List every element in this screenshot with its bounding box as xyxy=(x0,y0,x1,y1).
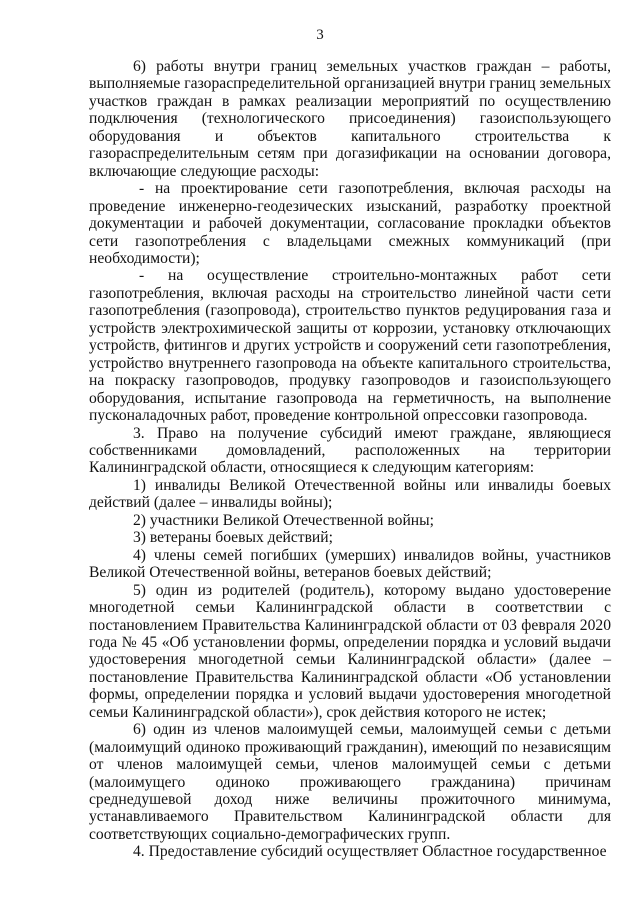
paragraph-works-within-land-plots: 6) работы внутри границ земельных участков граждан – работы, выполняемые газораспределительной организацией внутри границ земельных участков граждан в рамках реализации мероприятий по осуществлению подключения (технологического присоединения) газоиспользующего оборудования и объектов капитального строительства к газораспределительным сетям при догазификации на основании договора, включающие следующие расходы: xyxy=(89,58,611,180)
paragraph-subsidy-provision: 4. Предоставление субсидий осуществляет Областное государственное xyxy=(133,843,607,861)
list-item-war-participants: 2) участники Великой Отечественной войны; xyxy=(133,511,434,529)
page-number: 3 xyxy=(316,27,324,43)
list-item-war-invalids: 1) инвалиды Великой Отечественной войны или инвалиды боевых действий (далее – инвалиды войны); xyxy=(89,476,611,512)
list-item-large-family-parent: 5) один из родителей (родитель), которому выдано удостоверение многодетной семьи Калининградской области в соответствии с постановлением Правительства Калининградской области от 03 февраля 2020 года № 45 «Об установлении формы, определении порядка и условий выдачи удостоверения многодетной семьи Калининградской области» (далее – постановление Правительства Калининградской области «Об установлении формы, определении порядка и условий выдачи удостоверения многодетной семьи Калининградской области»), срок действия которого не истек; xyxy=(89,581,611,721)
document-body xyxy=(89,58,611,861)
paragraph-design-expenses: - на проектирование сети газопотребления, включая расходы на проведение инженерно-геодезических изысканий, разработку проектной документации и рабочей документации, согласование прокладки объектов сети газопотребления с владельцами смежных коммуникаций (при необходимости); xyxy=(89,180,611,267)
list-item-low-income-family: 6) один из членов малоимущей семьи, малоимущей семьи с детьми (малоимущий одиноко проживающий гражданин), имеющий по независящим от членов малоимущей семьи, членов малоимущей семьи с детьми (малоимущего одиноко проживающего гражданина) причинам среднедушевой доход ниже величины прожиточного минимума, устанавливаемого Правительством Калининградской области для соответствующих социально-демографических групп. xyxy=(89,721,611,843)
paragraph-construction-expenses: - на осуществление строительно-монтажных работ сети газопотребления, включая расходы на строительство линейной части сети газопотребления (газопровода), строительство пунктов редуцирования газа и устройств электрохимической защиты от коррозии, установку отключающих устройств, фитингов и других устройств и сооружений сети газопотребления, устройство внутреннего газопровода на объекте капитального строительства, на покраску газопроводов, продувку газопроводов и газоиспользующего оборудования, испытание газопровода на герметичность, на выполнение пусконаладочных работ, проведение контрольной опрессовки газопровода. xyxy=(89,267,611,425)
paragraph-right-to-subsidies: 3. Право на получение субсидий имеют граждане, являющиеся собственниками домовладений, расположенных на территории Калининградской области, относящиеся к следующим категориям: xyxy=(89,424,611,477)
list-item-family-members: 4) члены семей погибших (умерших) инвалидов войны, участников Великой Отечественной войны, ветеранов боевых действий; xyxy=(89,546,611,582)
list-item-combat-veterans: 3) ветераны боевых действий; xyxy=(133,529,333,547)
